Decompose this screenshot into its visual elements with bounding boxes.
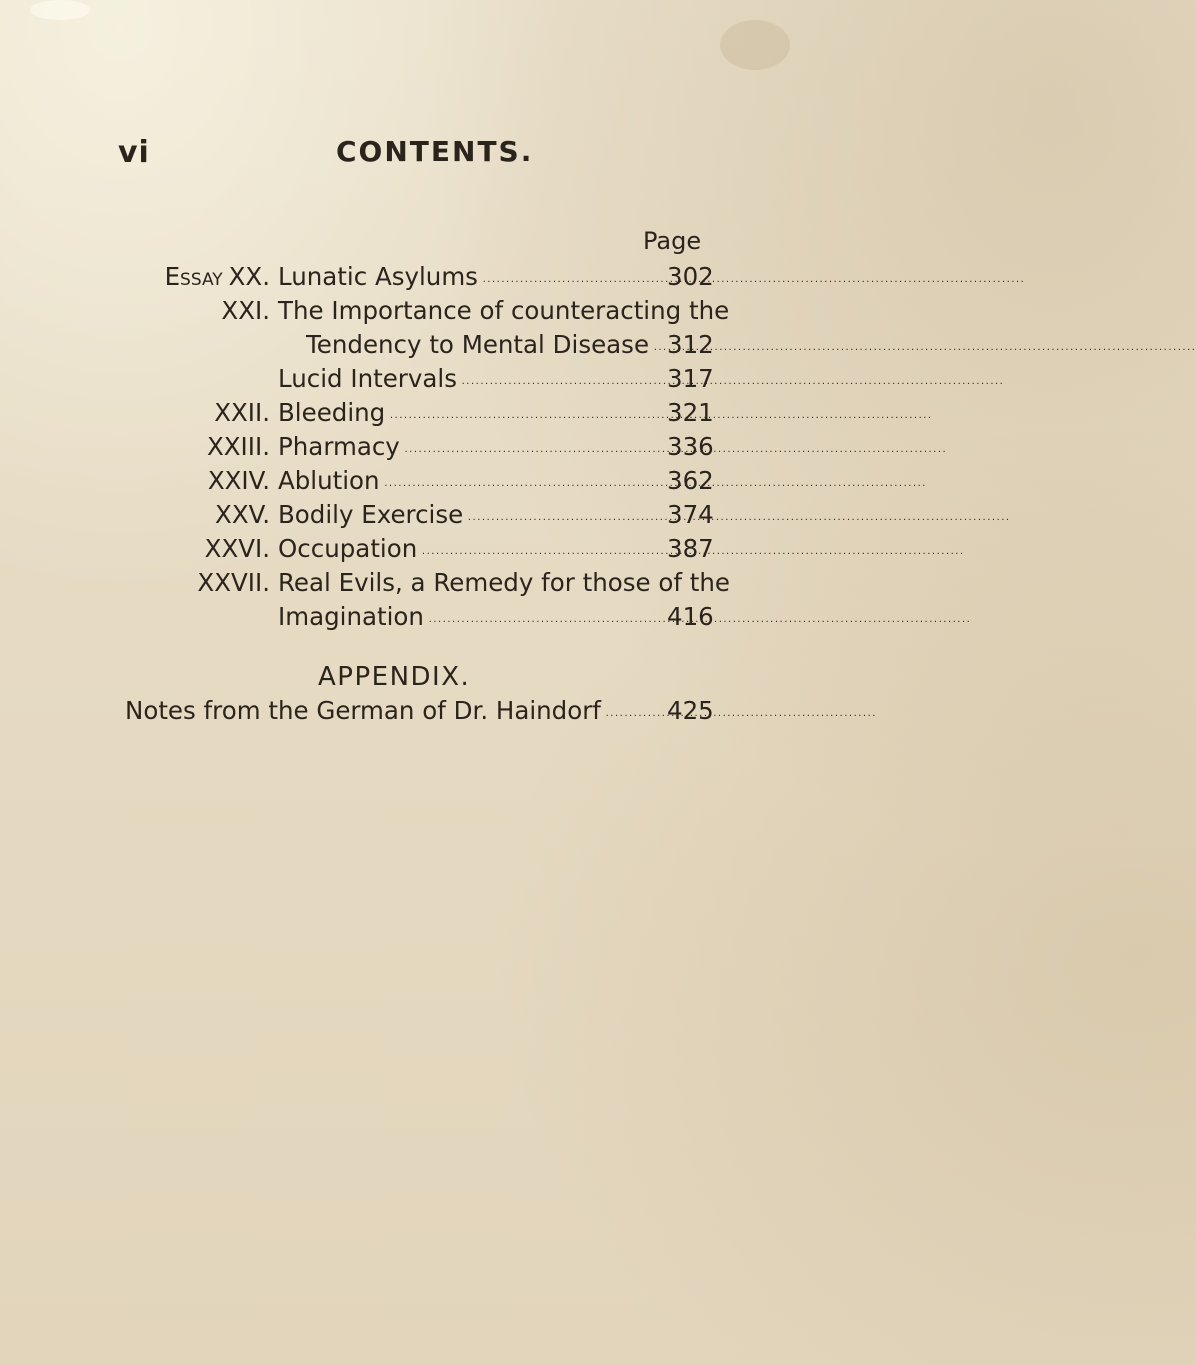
contents-entry (0, 432, 800, 466)
essay-number: XXVI. (204, 534, 270, 563)
contents-entry (0, 466, 800, 500)
page-number: vi (118, 135, 150, 170)
running-title: CONTENTS. (336, 135, 534, 168)
page-ref: 317 (667, 364, 714, 393)
page-column-heading: Page (643, 227, 702, 255)
page-ref: 387 (667, 534, 714, 563)
contents-entry (0, 398, 800, 432)
essay-label: Essay (164, 262, 223, 291)
contents-list (0, 262, 800, 636)
essay-number: XXII. (214, 398, 270, 427)
contents-entry (0, 568, 800, 602)
contents-entry (0, 364, 800, 398)
essay-numeral: XX. (228, 262, 270, 291)
appendix-heading: APPENDIX. (318, 662, 471, 692)
paper-stain (30, 0, 90, 20)
essay-title: Occupation ..... (278, 534, 658, 563)
contents-entry (0, 296, 800, 330)
page-ref: 321 (667, 398, 714, 427)
essay-number: XXI. (221, 296, 270, 325)
essay-title: Pharmacy ..... (278, 432, 658, 461)
essay-title: Real Evils, a Remedy for those of the (278, 568, 730, 597)
essay-title: Ablution ..... (278, 466, 658, 495)
contents-entry (0, 330, 800, 364)
contents-entry (0, 500, 800, 534)
page-ref: 416 (667, 602, 714, 631)
page-ref: 302 (667, 262, 714, 291)
contents-entry (0, 602, 800, 636)
page-ref: 425 (667, 696, 714, 725)
page-ref: 362 (667, 466, 714, 495)
essay-title: Lunatic Asylums ..... (278, 262, 658, 291)
page-header (0, 135, 800, 175)
essay-number: XXIV. (207, 466, 270, 495)
essay-title: Bleeding ..... (278, 398, 658, 427)
appendix-title: Notes from the German of Dr. Haindorf ..... (125, 696, 659, 725)
essay-number (165, 262, 270, 291)
essay-title: Lucid Intervals ..... (278, 364, 658, 393)
page-ref: 336 (667, 432, 714, 461)
essay-title-continuation: Imagination ..... (278, 602, 658, 631)
appendix-entry (0, 696, 800, 730)
essay-title: Bodily Exercise ..... (278, 500, 658, 529)
essay-number: XXIII. (206, 432, 270, 461)
essay-number: XXVII. (197, 568, 270, 597)
essay-number: XXV. (215, 500, 270, 529)
essay-title: The Importance of counteracting the (278, 296, 730, 325)
essay-title-continuation: Tendency to Mental Disease ..... (306, 330, 658, 359)
page-ref: 374 (667, 500, 714, 529)
paper-stain (720, 20, 790, 70)
contents-entry (0, 534, 800, 568)
contents-entry (0, 262, 800, 296)
page-ref: 312 (667, 330, 714, 359)
